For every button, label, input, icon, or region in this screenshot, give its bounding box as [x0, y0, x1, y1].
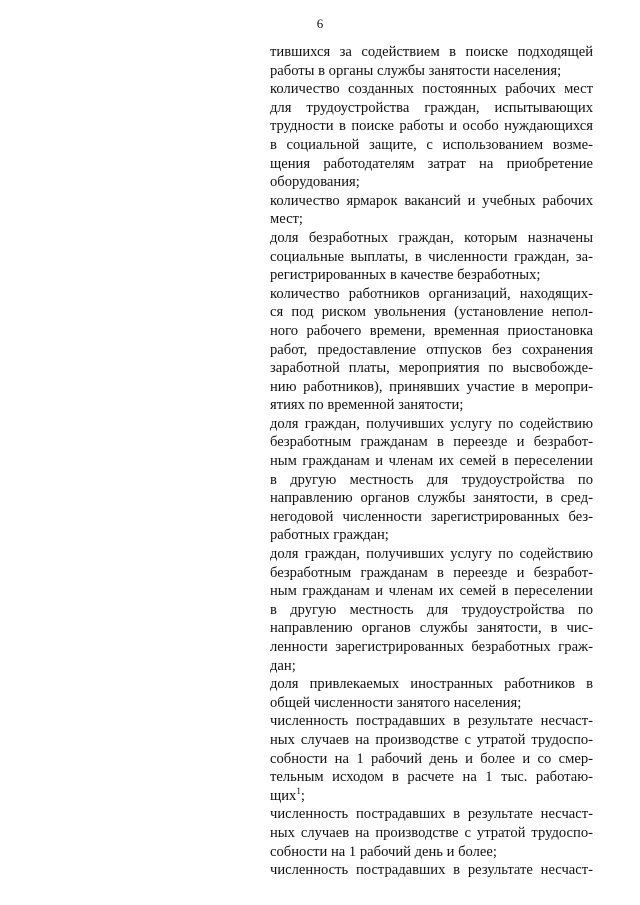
text-line-content: работ, предоставление отпусков без сохранения [270, 341, 593, 358]
text-line-content: безработным гражданам в переезде и безработ- [270, 564, 593, 581]
text-line-content: щих [270, 787, 297, 804]
text-line [270, 43, 593, 62]
text-line-content: доля безработных граждан, которым назначены [270, 229, 593, 246]
text-line [270, 303, 593, 322]
footnote-marker: 1 [296, 785, 301, 796]
text-line [270, 805, 593, 824]
text-line-content: доля привлекаемых иностранных работников в [270, 676, 593, 693]
text-line [270, 117, 593, 136]
text-line [270, 694, 593, 713]
text-line [270, 452, 593, 471]
text-line-content: количество созданных постоянных рабочих мест [270, 81, 593, 98]
text-line [270, 248, 593, 267]
text-line [270, 471, 593, 490]
text-line [270, 861, 593, 880]
text-line-content: дан; [270, 657, 296, 674]
text-line-content: регистрированных в качестве безработных; [270, 267, 541, 284]
text-line [270, 564, 593, 583]
text-line-tail: ; [300, 787, 305, 804]
text-line-content: в другую местность для трудоустройства по [270, 601, 593, 618]
text-line-content: общей численности занятого населения; [270, 694, 522, 711]
text-line-content: работы в органы службы занятости населения; [270, 62, 562, 79]
text-line-content: собности на 1 рабочий день и более; [270, 843, 497, 860]
text-line-content: численность пострадавших в результате несчаст- [270, 806, 593, 823]
text-line-content: количество ярмарок вакансий и учебных рабочих [270, 192, 593, 209]
text-line [270, 843, 593, 862]
text-line [270, 378, 593, 397]
text-line [270, 526, 593, 545]
text-line-content: ным гражданам и членам их семей в переселении [270, 583, 593, 600]
page-number: 6 [316, 16, 324, 31]
text-line [270, 285, 593, 304]
text-line [270, 750, 593, 769]
text-line-content: ленности зарегистрированных безработных граж- [270, 639, 593, 655]
text-line [270, 582, 593, 601]
text-line [270, 415, 593, 434]
text-line-content: социальные выплаты, в численности граждан, за- [270, 248, 593, 265]
text-line-content: нию работников), принявших участие в меропри- [270, 378, 593, 395]
text-line-content: в другую местность для трудоустройства по [270, 471, 593, 488]
text-line-content: трудности в поиске работы и особо нуждающихся [270, 118, 593, 135]
text-line-content: доля граждан, получивших услугу по содействию [270, 415, 593, 432]
text-line-content: ных случаев на производстве с утратой трудоспо- [270, 824, 593, 841]
text-line-content: тившихся за содействием в поиске подходящей [270, 44, 593, 60]
text-line [270, 601, 593, 620]
text-line-content: ных случаев на производстве с утратой трудоспо- [270, 731, 593, 748]
text-line-content: работных граждан; [270, 527, 389, 544]
text-line [270, 731, 593, 750]
text-line [270, 80, 593, 99]
text-line-content: собности на 1 рабочий день и более и со смер- [270, 750, 593, 767]
text-line [270, 359, 593, 378]
text-line-content: численность пострадавших в результате несчаст- [270, 862, 593, 879]
text-line [270, 768, 593, 787]
text-line [270, 192, 593, 211]
text-line [270, 657, 593, 676]
text-line [270, 508, 593, 527]
text-line-content: численность пострадавших в результате несчаст- [270, 713, 593, 730]
text-line-content: ся под риском увольнения (установление непол- [270, 304, 593, 321]
text-line [270, 712, 593, 731]
text-line [270, 545, 593, 564]
text-line-content: количество работников организаций, находящих- [270, 285, 593, 302]
document-body [270, 43, 593, 880]
text-line [270, 619, 593, 638]
text-line [270, 433, 593, 452]
text-line [270, 824, 593, 843]
text-line [270, 396, 593, 415]
text-line-content: заработной платы, мероприятия по высвобожде- [270, 360, 593, 377]
text-line [270, 210, 593, 229]
text-line-content: щения работодателям затрат на приобретение [270, 155, 593, 172]
text-line [270, 787, 593, 806]
text-line [270, 341, 593, 360]
text-line [270, 322, 593, 341]
text-line-content: ным гражданам и членам их семей в переселении [270, 453, 593, 470]
text-line [270, 136, 593, 155]
text-line-content: доля граждан, получивших услугу по содействию [270, 546, 593, 563]
text-line-content: мест; [270, 211, 303, 228]
text-line-content: безработным гражданам в переезде и безработ- [270, 434, 593, 451]
text-line [270, 173, 593, 192]
text-line-content: оборудования; [270, 174, 360, 191]
text-line [270, 675, 593, 694]
text-line-content: в социальной защите, с использованием возме- [270, 136, 593, 153]
text-line-content: направлению органов службы занятости, в сред- [270, 490, 593, 507]
text-line-content: для трудоустройства граждан, испытывающих [270, 99, 593, 116]
text-line [270, 99, 593, 118]
text-line [270, 638, 593, 657]
text-line [270, 62, 593, 81]
text-line-content: ятиях по временной занятости; [270, 397, 464, 414]
text-line-content: направлению органов службы занятости, в чис- [270, 620, 593, 637]
text-line [270, 266, 593, 285]
text-line [270, 229, 593, 248]
text-line-content: ного рабочего времени, временная приостановка [270, 322, 593, 339]
text-line [270, 155, 593, 174]
text-line-content: негодовой численности зарегистрированных без- [270, 508, 593, 525]
text-line-content: тельным исходом в расчете на 1 тыс. работаю- [270, 769, 593, 786]
text-line [270, 489, 593, 508]
